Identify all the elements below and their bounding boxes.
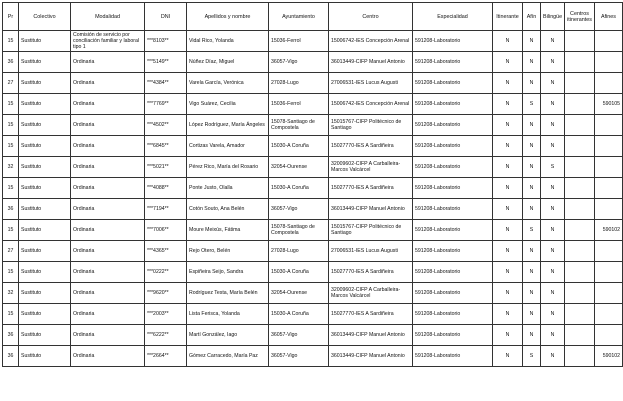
cell-afines: 590105 <box>595 94 623 115</box>
cell-dni: ***7006** <box>145 220 187 241</box>
cell-pr: 15 <box>3 136 19 157</box>
cell-bilingue: N <box>541 220 565 241</box>
cell-especialidad: 591208-Laboratorio <box>413 178 493 199</box>
cell-itinerante: N <box>493 241 523 262</box>
cell-bilingue: N <box>541 262 565 283</box>
cell-centros-itinerantes <box>565 262 595 283</box>
cell-nombre: Ponte Justo, Olalla <box>187 178 269 199</box>
cell-centros-itinerantes <box>565 304 595 325</box>
cell-nombre: Varela García, Verónica <box>187 73 269 94</box>
cell-pr: 27 <box>3 241 19 262</box>
cell-centro: 27006531-IES Lucus Augusti <box>329 73 413 94</box>
cell-itinerante: N <box>493 52 523 73</box>
cell-ayuntamiento: 27028-Lugo <box>269 241 329 262</box>
cell-colectivo: Sustituto <box>19 52 71 73</box>
cell-afin: N <box>523 241 541 262</box>
cell-afines <box>595 115 623 136</box>
cell-itinerante: N <box>493 94 523 115</box>
cell-itinerante: N <box>493 283 523 304</box>
cell-especialidad: 591208-Laboratorio <box>413 157 493 178</box>
cell-bilingue: N <box>541 241 565 262</box>
assignments-table <box>2 2 623 367</box>
cell-afin: N <box>523 136 541 157</box>
cell-afin: N <box>523 199 541 220</box>
cell-modalidad: Ordinaria <box>71 262 145 283</box>
cell-centros-itinerantes <box>565 220 595 241</box>
cell-afin: N <box>523 262 541 283</box>
cell-afines <box>595 157 623 178</box>
cell-modalidad: Ordinaria <box>71 220 145 241</box>
cell-afin: N <box>523 283 541 304</box>
cell-dni: ***2664** <box>145 346 187 367</box>
cell-ayuntamiento: 36057-Vigo <box>269 325 329 346</box>
table-header <box>3 3 623 31</box>
cell-afines <box>595 241 623 262</box>
cell-dni: ***0222** <box>145 262 187 283</box>
cell-bilingue: N <box>541 31 565 52</box>
cell-ayuntamiento: 36057-Vigo <box>269 346 329 367</box>
cell-pr: 27 <box>3 73 19 94</box>
cell-especialidad: 591208-Laboratorio <box>413 220 493 241</box>
header-itinerante: Itinerante <box>493 3 523 31</box>
cell-centro: 32009602-CIFP A Carballeira-Marcos Valcárcel <box>329 283 413 304</box>
cell-centro: 15027770-IES A Sardiñeira <box>329 304 413 325</box>
header-pr: Pr <box>3 3 19 31</box>
cell-colectivo: Sustituto <box>19 115 71 136</box>
cell-centros-itinerantes <box>565 94 595 115</box>
cell-centros-itinerantes <box>565 157 595 178</box>
cell-pr: 32 <box>3 157 19 178</box>
table-row <box>3 241 623 262</box>
cell-nombre: Pérez Rico, María del Rosario <box>187 157 269 178</box>
header-afin: Afín <box>523 3 541 31</box>
cell-colectivo: Sustituto <box>19 346 71 367</box>
cell-ayuntamiento: 15078-Santiago de Compostela <box>269 115 329 136</box>
cell-dni: ***7769** <box>145 94 187 115</box>
header-centros-itinerantes: Centros itinerantes <box>565 3 595 31</box>
cell-pr: 36 <box>3 325 19 346</box>
cell-modalidad: Ordinaria <box>71 304 145 325</box>
cell-colectivo: Sustituto <box>19 136 71 157</box>
cell-itinerante: N <box>493 136 523 157</box>
cell-nombre: Moure Meixús, Fátima <box>187 220 269 241</box>
cell-nombre: López Rodríguez, María Ángeles <box>187 115 269 136</box>
cell-afines <box>595 136 623 157</box>
cell-centro: 27006531-IES Lucus Augusti <box>329 241 413 262</box>
cell-colectivo: Sustituto <box>19 220 71 241</box>
cell-afines: 590102 <box>595 220 623 241</box>
header-apellidos: Apellidos y nombre <box>187 3 269 31</box>
cell-centros-itinerantes <box>565 31 595 52</box>
cell-nombre: Martí González, Iago <box>187 325 269 346</box>
cell-centro: 36013449-CIFP Manuel Antonio <box>329 52 413 73</box>
table-row <box>3 73 623 94</box>
cell-nombre: Vigo Suárez, Cecilia <box>187 94 269 115</box>
cell-pr: 36 <box>3 52 19 73</box>
cell-centro: 15027770-IES A Sardiñeira <box>329 178 413 199</box>
cell-ayuntamiento: 15036-Ferrol <box>269 94 329 115</box>
cell-ayuntamiento: 15030-A Coruña <box>269 178 329 199</box>
cell-especialidad: 591208-Laboratorio <box>413 31 493 52</box>
cell-colectivo: Sustituto <box>19 199 71 220</box>
table-row <box>3 31 623 52</box>
table-row <box>3 325 623 346</box>
cell-colectivo: Sustituto <box>19 241 71 262</box>
cell-centros-itinerantes <box>565 136 595 157</box>
cell-especialidad: 591208-Laboratorio <box>413 304 493 325</box>
table-row <box>3 262 623 283</box>
cell-dni: ***5149** <box>145 52 187 73</box>
cell-itinerante: N <box>493 346 523 367</box>
cell-itinerante: N <box>493 115 523 136</box>
cell-bilingue: N <box>541 94 565 115</box>
cell-bilingue: N <box>541 325 565 346</box>
cell-ayuntamiento: 15030-A Coruña <box>269 136 329 157</box>
cell-pr: 15 <box>3 178 19 199</box>
cell-bilingue: N <box>541 178 565 199</box>
cell-itinerante: N <box>493 262 523 283</box>
cell-especialidad: 591208-Laboratorio <box>413 283 493 304</box>
cell-pr: 15 <box>3 262 19 283</box>
cell-dni: ***6845** <box>145 136 187 157</box>
cell-modalidad: Ordinaria <box>71 157 145 178</box>
cell-ayuntamiento: 36057-Vigo <box>269 52 329 73</box>
cell-afines <box>595 325 623 346</box>
cell-centro: 36013449-CIFP Manuel Antonio <box>329 346 413 367</box>
cell-centro: 36013449-CIFP Manuel Antonio <box>329 325 413 346</box>
cell-afin: N <box>523 304 541 325</box>
cell-nombre: Cotón Souto, Ana Belén <box>187 199 269 220</box>
cell-modalidad: Ordinaria <box>71 346 145 367</box>
cell-ayuntamiento: 32054-Ourense <box>269 157 329 178</box>
cell-centros-itinerantes <box>565 115 595 136</box>
cell-pr: 32 <box>3 283 19 304</box>
cell-centro: 15027770-IES A Sardiñeira <box>329 262 413 283</box>
cell-modalidad: Ordinaria <box>71 73 145 94</box>
cell-centro: 15027770-IES A Sardiñeira <box>329 136 413 157</box>
cell-itinerante: N <box>493 178 523 199</box>
cell-nombre: Cortizas Varela, Amador <box>187 136 269 157</box>
cell-itinerante: N <box>493 31 523 52</box>
cell-itinerante: N <box>493 157 523 178</box>
cell-ayuntamiento: 15036-Ferrol <box>269 31 329 52</box>
cell-modalidad: Comisión de servicio por conciliación familiar y laboral tipo 1 <box>71 31 145 52</box>
table-row <box>3 220 623 241</box>
cell-dni: ***7194** <box>145 199 187 220</box>
header-especialidad: Especialidad <box>413 3 493 31</box>
cell-modalidad: Ordinaria <box>71 283 145 304</box>
cell-afines <box>595 178 623 199</box>
header-centro: Centro <box>329 3 413 31</box>
cell-bilingue: N <box>541 304 565 325</box>
cell-pr: 15 <box>3 220 19 241</box>
cell-afin: N <box>523 178 541 199</box>
cell-especialidad: 591208-Laboratorio <box>413 136 493 157</box>
cell-modalidad: Ordinaria <box>71 178 145 199</box>
cell-bilingue: N <box>541 346 565 367</box>
cell-colectivo: Sustituto <box>19 325 71 346</box>
cell-especialidad: 591208-Laboratorio <box>413 325 493 346</box>
header-row <box>3 3 623 31</box>
cell-especialidad: 591208-Laboratorio <box>413 94 493 115</box>
cell-bilingue: N <box>541 115 565 136</box>
table-row <box>3 94 623 115</box>
cell-modalidad: Ordinaria <box>71 115 145 136</box>
cell-colectivo: Sustituto <box>19 283 71 304</box>
cell-centros-itinerantes <box>565 325 595 346</box>
cell-modalidad: Ordinaria <box>71 199 145 220</box>
cell-afin: N <box>523 31 541 52</box>
table-body <box>3 31 623 367</box>
cell-colectivo: Sustituto <box>19 157 71 178</box>
cell-afines: 590102 <box>595 346 623 367</box>
cell-afin: S <box>523 346 541 367</box>
cell-ayuntamiento: 36057-Vigo <box>269 199 329 220</box>
header-modalidad: Modalidad <box>71 3 145 31</box>
cell-dni: ***2003** <box>145 304 187 325</box>
cell-centros-itinerantes <box>565 283 595 304</box>
cell-nombre: Rejo Otero, Belén <box>187 241 269 262</box>
cell-centros-itinerantes <box>565 73 595 94</box>
cell-dni: ***6222** <box>145 325 187 346</box>
cell-centro: 36013449-CIFP Manuel Antonio <box>329 199 413 220</box>
cell-modalidad: Ordinaria <box>71 325 145 346</box>
cell-ayuntamiento: 32054-Ourense <box>269 283 329 304</box>
cell-afines <box>595 283 623 304</box>
table-row <box>3 157 623 178</box>
cell-bilingue: N <box>541 199 565 220</box>
cell-afin: N <box>523 115 541 136</box>
cell-colectivo: Sustituto <box>19 31 71 52</box>
cell-afines <box>595 262 623 283</box>
table-row <box>3 199 623 220</box>
cell-afin: S <box>523 220 541 241</box>
cell-itinerante: N <box>493 304 523 325</box>
cell-modalidad: Ordinaria <box>71 241 145 262</box>
cell-afin: N <box>523 325 541 346</box>
cell-afines <box>595 52 623 73</box>
cell-centro: 32009602-CIFP A Carballeira-Marcos Valcárcel <box>329 157 413 178</box>
cell-itinerante: N <box>493 199 523 220</box>
cell-pr: 36 <box>3 199 19 220</box>
header-ayuntamiento: Ayuntamiento <box>269 3 329 31</box>
cell-pr: 15 <box>3 94 19 115</box>
cell-bilingue: N <box>541 136 565 157</box>
table-row <box>3 136 623 157</box>
cell-nombre: Vidal Rico, Yolanda <box>187 31 269 52</box>
cell-colectivo: Sustituto <box>19 304 71 325</box>
cell-dni: ***4502** <box>145 115 187 136</box>
cell-afines <box>595 73 623 94</box>
cell-pr: 15 <box>3 31 19 52</box>
cell-modalidad: Ordinaria <box>71 136 145 157</box>
cell-bilingue: S <box>541 157 565 178</box>
cell-especialidad: 591208-Laboratorio <box>413 262 493 283</box>
cell-centros-itinerantes <box>565 241 595 262</box>
cell-dni: ***4384** <box>145 73 187 94</box>
cell-pr: 36 <box>3 346 19 367</box>
cell-especialidad: 591208-Laboratorio <box>413 52 493 73</box>
cell-itinerante: N <box>493 73 523 94</box>
cell-dni: ***5021** <box>145 157 187 178</box>
cell-especialidad: 591208-Laboratorio <box>413 73 493 94</box>
cell-centros-itinerantes <box>565 178 595 199</box>
cell-modalidad: Ordinaria <box>71 94 145 115</box>
cell-centros-itinerantes <box>565 346 595 367</box>
cell-afin: N <box>523 52 541 73</box>
cell-colectivo: Sustituto <box>19 73 71 94</box>
cell-especialidad: 591208-Laboratorio <box>413 241 493 262</box>
cell-nombre: Espiñeira Seijo, Sandra <box>187 262 269 283</box>
cell-dni: ***8103** <box>145 31 187 52</box>
cell-centro: 15006742-IES Concepción Arenal <box>329 31 413 52</box>
table-row <box>3 178 623 199</box>
cell-ayuntamiento: 15030-A Coruña <box>269 304 329 325</box>
cell-colectivo: Sustituto <box>19 94 71 115</box>
header-bilingue: Bilingüe <box>541 3 565 31</box>
cell-bilingue: N <box>541 73 565 94</box>
table-row <box>3 115 623 136</box>
cell-nombre: Gómez Carracedo, María Paz <box>187 346 269 367</box>
cell-centro: 15015767-CIFP Politécnico de Santiago <box>329 220 413 241</box>
cell-itinerante: N <box>493 220 523 241</box>
cell-afin: S <box>523 94 541 115</box>
cell-centros-itinerantes <box>565 52 595 73</box>
cell-pr: 15 <box>3 304 19 325</box>
header-colectivo: Colectivo <box>19 3 71 31</box>
header-afines: Afines <box>595 3 623 31</box>
cell-ayuntamiento: 27028-Lugo <box>269 73 329 94</box>
table-row <box>3 346 623 367</box>
cell-dni: ***4088** <box>145 178 187 199</box>
cell-afines <box>595 199 623 220</box>
cell-afines <box>595 304 623 325</box>
cell-especialidad: 591208-Laboratorio <box>413 346 493 367</box>
table-row <box>3 283 623 304</box>
cell-especialidad: 591208-Laboratorio <box>413 115 493 136</box>
cell-centro: 15006742-IES Concepción Arenal <box>329 94 413 115</box>
cell-afin: N <box>523 73 541 94</box>
cell-centros-itinerantes <box>565 199 595 220</box>
cell-modalidad: Ordinaria <box>71 52 145 73</box>
cell-afines <box>595 31 623 52</box>
table-row <box>3 52 623 73</box>
cell-centro: 15015767-CIFP Politécnico de Santiago <box>329 115 413 136</box>
header-dni: DNI <box>145 3 187 31</box>
cell-especialidad: 591208-Laboratorio <box>413 199 493 220</box>
cell-colectivo: Sustituto <box>19 262 71 283</box>
cell-colectivo: Sustituto <box>19 178 71 199</box>
cell-bilingue: N <box>541 283 565 304</box>
cell-nombre: Rodríguez Testa, María Belén <box>187 283 269 304</box>
cell-ayuntamiento: 15078-Santiago de Compostela <box>269 220 329 241</box>
cell-dni: ***4365** <box>145 241 187 262</box>
cell-itinerante: N <box>493 325 523 346</box>
cell-afin: N <box>523 157 541 178</box>
cell-bilingue: N <box>541 52 565 73</box>
cell-pr: 15 <box>3 115 19 136</box>
cell-nombre: Núñez Díaz, Miguel <box>187 52 269 73</box>
cell-dni: ***9620** <box>145 283 187 304</box>
cell-ayuntamiento: 15030-A Coruña <box>269 262 329 283</box>
cell-nombre: Lista Ferisca, Yolanda <box>187 304 269 325</box>
table-row <box>3 304 623 325</box>
